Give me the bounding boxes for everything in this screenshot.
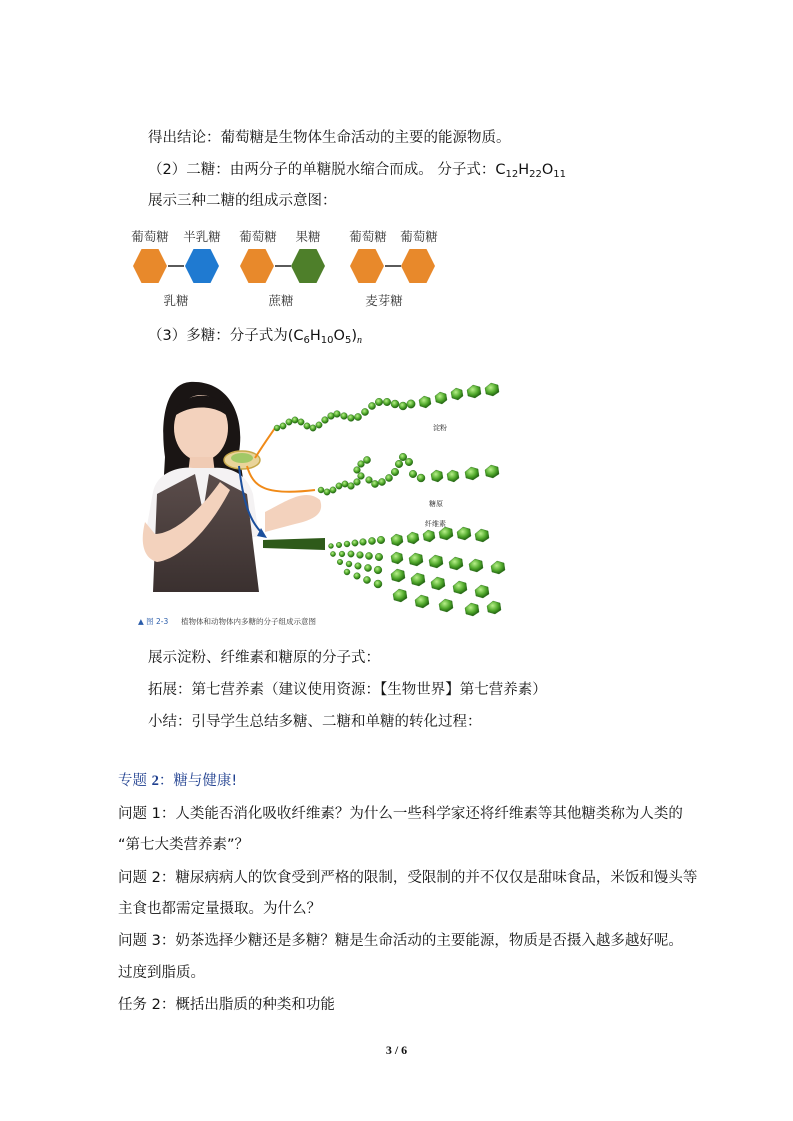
label-starch: 淀粉 [433,424,447,432]
task-2-text: 任务 2：概括出脂质的种类和功能 [118,997,335,1013]
label-glucose-4: 葡萄糖 [400,229,438,244]
hexagon-glucose [133,249,167,283]
label-maltose: 麦芽糖 [365,293,403,308]
label-sucrose: 蔗糖 [268,293,294,308]
label-cellulose: 纤维素 [425,520,446,528]
starch-chain [274,383,499,431]
page-number: 3 / 6 [385,1043,408,1057]
extension-text: 拓展：第七营养素（建议使用资源：【生物世界】第七营养素） [148,682,547,698]
show-polysaccharides-text: 展示淀粉、纤维素和糖原的分子式： [148,650,380,666]
disaccharide-diagram [118,224,448,314]
label-fructose: 果糖 [295,229,321,244]
hexagon-glucose [240,249,274,283]
student-illustration [143,382,321,592]
show-disaccharides-text: 展示三种二糖的组成示意图： [148,193,337,209]
disaccharide-text: （2）二糖：由两分子的单糖脱水缩合而成。 分子式：$C_{12}H_{22}O_{11}$ [148,162,566,180]
glycogen-chain [318,453,499,495]
label-glycogen: 糖原 [429,500,443,508]
question-1-line-2: “第七大类营养素”？ [118,837,250,853]
question-1-line-1: 问题 1：人类能否消化吸收纤维素？为什么一些科学家还将纤维素等其他糖类称为人类的 [118,806,683,822]
label-glucose-1: 葡萄糖 [131,229,169,244]
hexagon-fructose [291,249,325,283]
topic-2-heading: 专题 2：糖与健康! [118,773,238,789]
conclusion-text: 得出结论：葡萄糖是生物体生命活动的主要的能源物质。 [148,130,511,146]
hexagon-glucose [350,249,384,283]
cellulose-chains [329,527,506,616]
caption-text: 植物体和动物体内多糖的分子组成示意图 [181,617,316,626]
summary-text: 小结：引导学生总结多糖、二糖和单糖的转化过程： [148,714,482,730]
pair-maltose [349,229,438,308]
polysaccharide-figure [135,362,507,630]
label-galactose: 半乳糖 [183,229,221,244]
hexagon-galactose [185,249,219,283]
question-2-line-2: 主食也都需定量摄取。为什么？ [118,901,321,917]
label-lactose: 乳糖 [163,293,189,308]
question-3-line-1: 问题 3：奶茶选择少糖还是多糖？糖是生命活动的主要能源，物质是否摄入越多越好呢。 [118,933,683,949]
pair-lactose [131,229,221,308]
pair-sucrose [239,229,325,308]
caption-number: ▲ 图 2-3 [138,617,169,626]
hexagon-glucose [401,249,435,283]
question-2-line-1: 问题 2：糖尿病病人的饮食受到严格的限制，受限制的并不仅仅是甜味食品，米饭和馒头等 [118,870,698,886]
label-glucose-2: 葡萄糖 [239,229,277,244]
polysaccharide-text: （3）多糖：分子式为$(C_6H_{10}O_5)_n$ [148,328,362,346]
label-glucose-3: 葡萄糖 [349,229,387,244]
question-3-line-2: 过度到脂质。 [118,965,205,981]
